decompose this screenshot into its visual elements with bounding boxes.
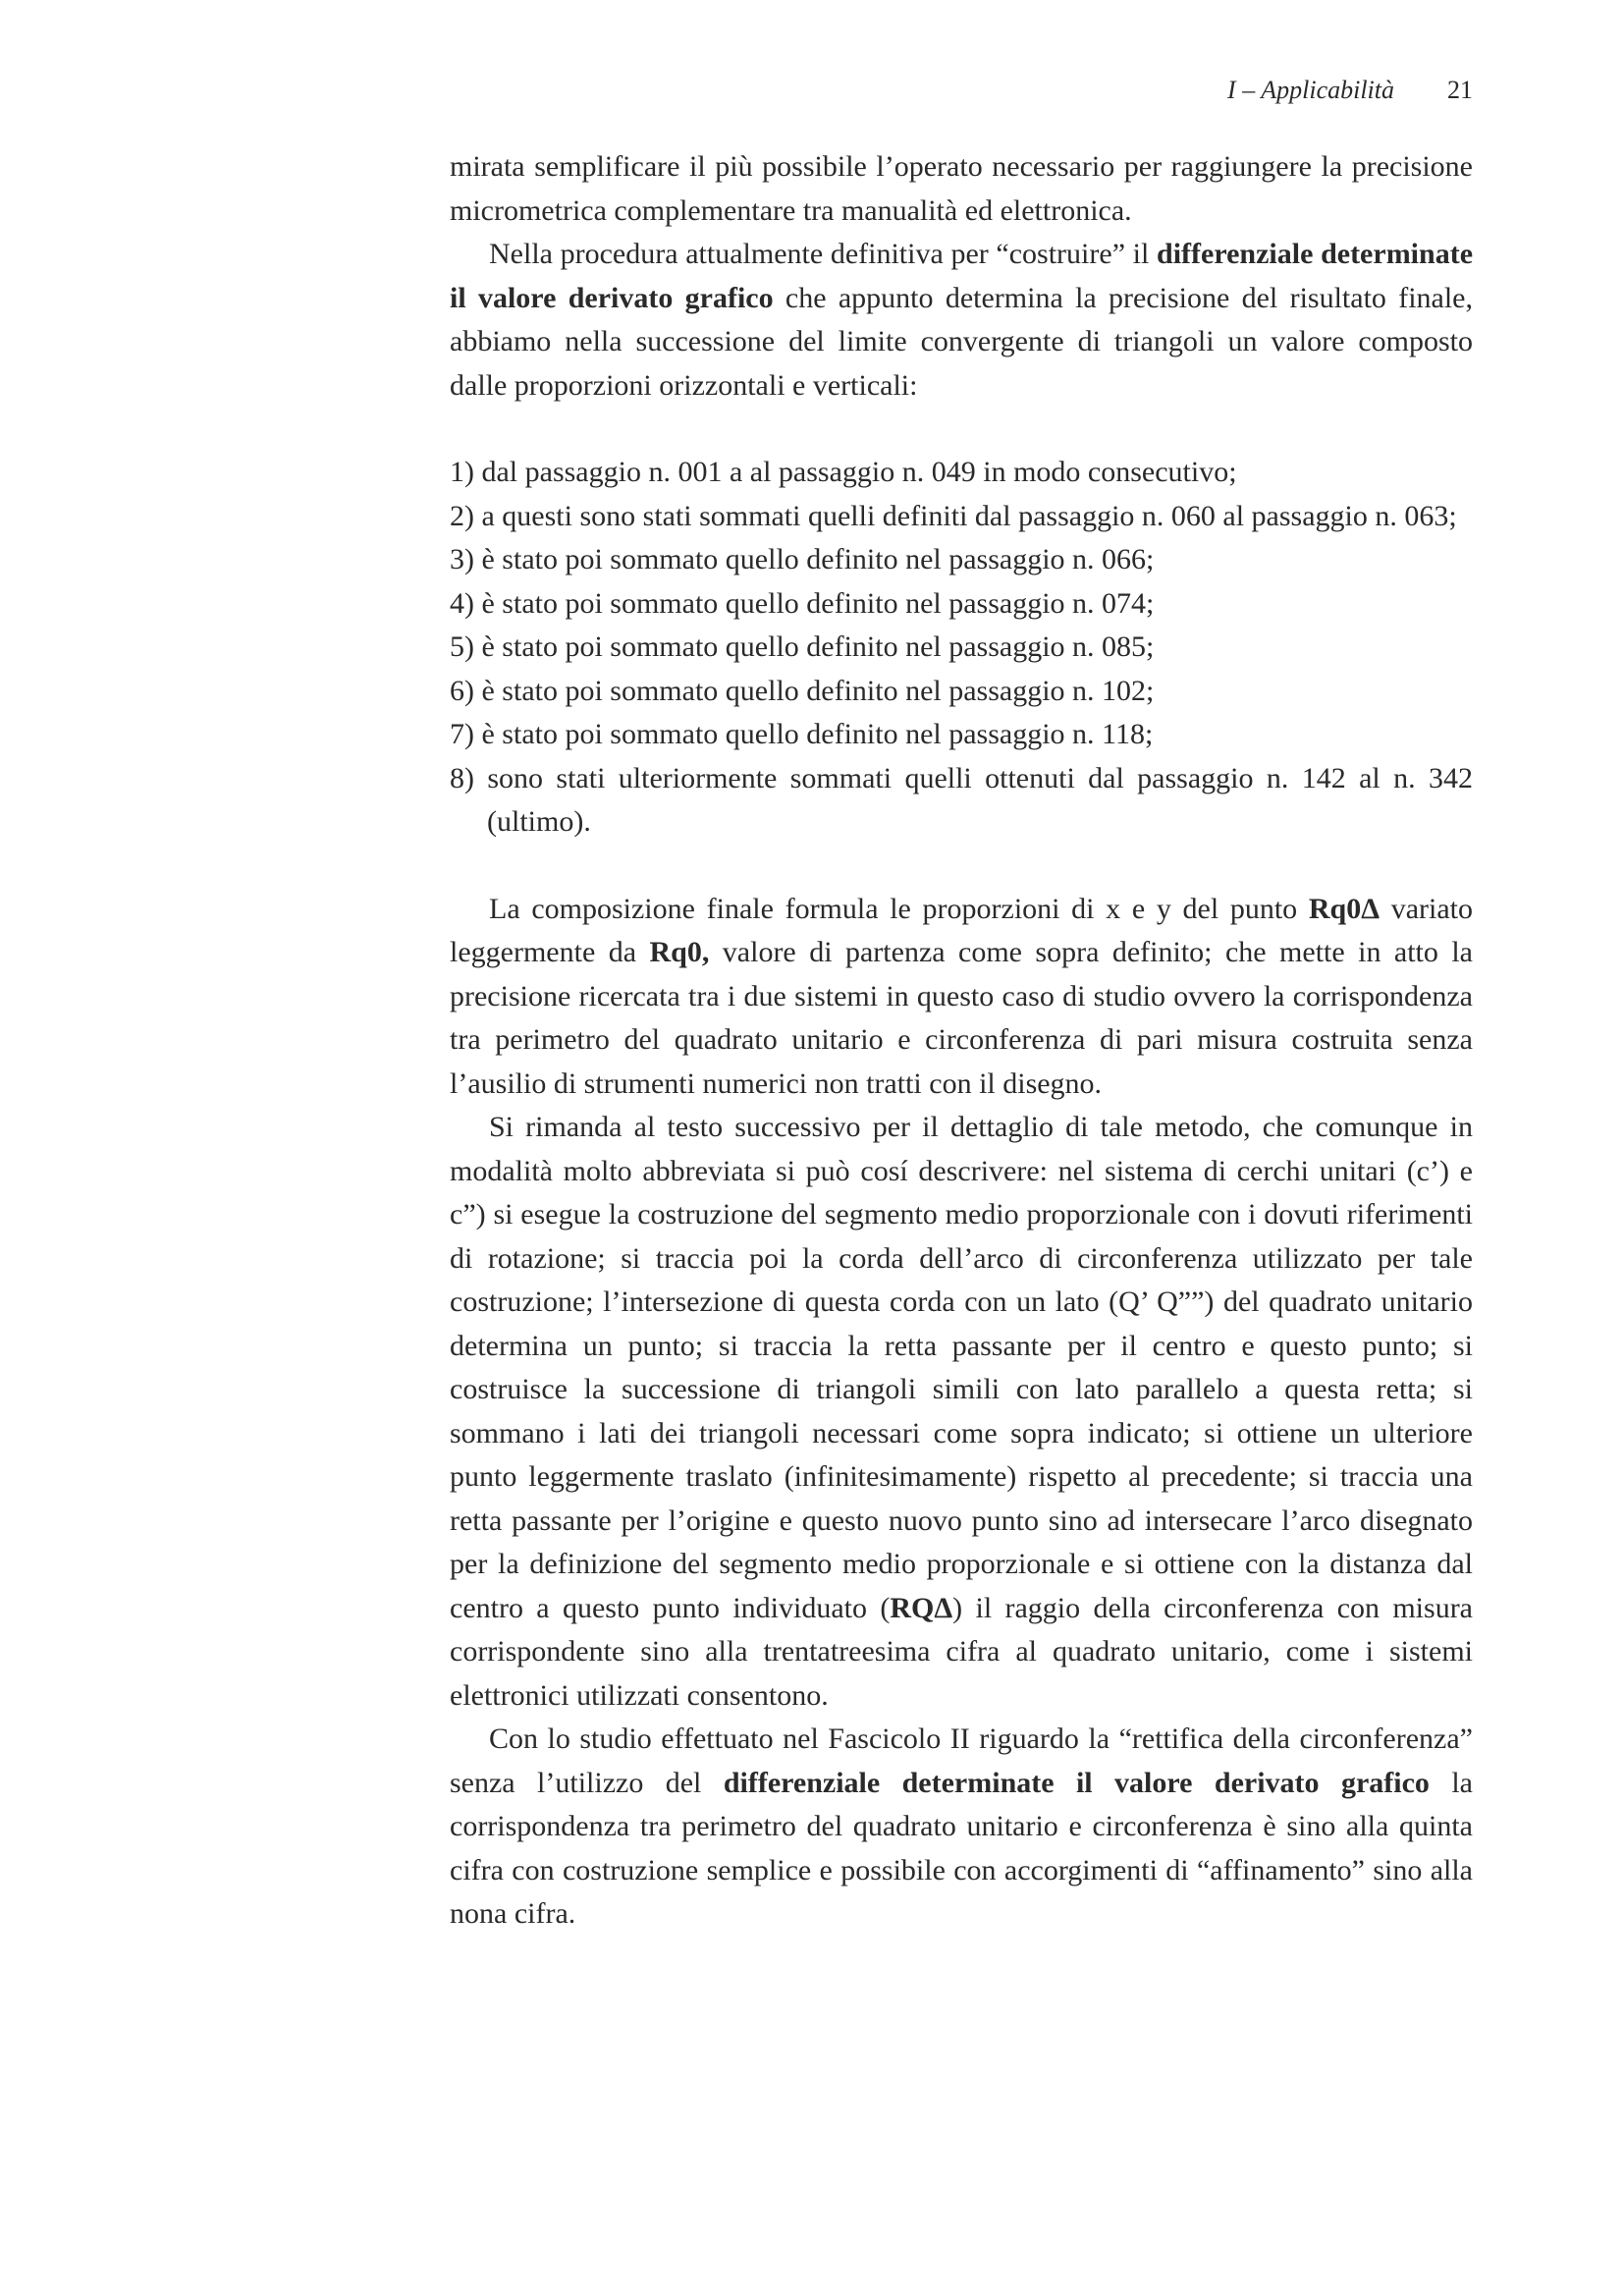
- paragraph-4: [450, 1106, 1473, 1718]
- paragraph-5-text-c: la corrispondenza tra perimetro del quadrato unitario e circonferenza è sino alla quinta cifra con costruzione semplice e possibile con accorgimenti di “affinamento” sino alla nona cifra.: [450, 1766, 1473, 1930]
- paragraph-3: [450, 888, 1473, 1107]
- page-number: 21: [1447, 76, 1473, 104]
- paragraph-3-text-a: La composizione finale formula le proporzioni di x e y del punto: [489, 892, 1309, 925]
- paragraph-4-bold-rqdelta: RQΔ: [890, 1591, 953, 1624]
- paragraph-3-bold-rq0: Rq0,: [649, 936, 710, 968]
- running-header: [450, 71, 1473, 110]
- list-item: 5) è stato poi sommato quello definito nel passaggio n. 085;: [450, 630, 1155, 663]
- list-item: 2) a questi sono stati sommati quelli definiti dal passaggio n. 060 al passaggio n. 063;: [450, 499, 1457, 532]
- paragraph-5-bold-term: differenziale determinate il valore derivato grafico: [723, 1766, 1430, 1799]
- paragraph-2-text-c: che appunto determina la precisione del risultato finale, abbiamo nella successione del limite convergente di triangoli un valore composto dalle proporzioni orizzontali e verticali:: [450, 281, 1473, 402]
- list-item: 7) è stato poi sommato quello definito nel passaggio n. 118;: [450, 718, 1154, 750]
- section-title: I – Applicabilità: [1227, 76, 1394, 104]
- paragraph-1: mirata semplificare il più possibile l’operato necessario per raggiungere la precisione micrometrica complementare tra manualità ed elettronica.: [450, 150, 1473, 227]
- steps-list: [450, 451, 1473, 845]
- paragraph-3-text-c: variato leggermente da: [450, 892, 1473, 968]
- paragraph-4-text-c: ) il raggio della circonferenza con misura corrispondente sino alla trentatreesima cifra al quadrato unitario, come i sistemi elettronici utilizzati consentono.: [450, 1591, 1474, 1712]
- paragraph-2-text-a: Nella procedura attualmente definitiva per “costruire” il: [489, 238, 1158, 270]
- list-item: 4) è stato poi sommato quello definito nel passaggio n. 074;: [450, 586, 1155, 620]
- list-item: 8) sono stati ulteriormente sommati quelli ottenuti dal passaggio n. 142 al n. 342 (ultimo).: [450, 761, 1473, 838]
- paragraph-5-text-a: Con lo studio effettuato nel Fascicolo II riguardo la “rettifica della circonferenza” senza l’utilizzo del: [450, 1722, 1473, 1799]
- list-item: 6) è stato poi sommato quello definito nel passaggio n. 102;: [450, 674, 1155, 707]
- page-body: [450, 145, 1473, 1937]
- paragraph-3-text-e: valore di partenza come sopra definito; che mette in atto la precisione ricercata tra i due sistemi in questo caso di studio ovvero la corrispondenza tra perimetro del quadrato unitario e circonferenza di pari misura costruita senza l’ausilio di strumenti numerici non tratti con il disegno.: [450, 936, 1473, 1100]
- list-item: 3) è stato poi sommato quello definito nel passaggio n. 066;: [450, 543, 1155, 575]
- paragraph-2: [450, 233, 1473, 408]
- paragraph-2-bold-term: differenziale determinate il valore derivato grafico: [450, 238, 1474, 314]
- paragraph-3-bold-rq0delta: Rq0Δ: [1308, 892, 1380, 925]
- paragraph-5: [450, 1718, 1473, 1937]
- paragraph-4-text-a: Si rimanda al testo successivo per il dettaglio di tale metodo, che comunque in modalità molto abbreviata si può cosí descrivere: nel sistema di cerchi unitari (c’) e c”) si esegue la costruzione del segmento medio proporzionale con i dovuti riferimenti di rotazione; si traccia poi la corda dell’arco di circonferenza utilizzato per tale costruzione; l’intersezione di questa corda con un lato (Q’ Q””) del quadrato unitario determina un punto; si traccia la retta passante per il centro e questo punto; si costruisce la successione di triangoli simili con lato parallelo a questa retta; si sommano i lati dei triangoli necessari come sopra indicato; si ottiene un ulteriore punto leggermente traslato (infinitesimamente) rispetto al precedente; si traccia una retta passante per l’origine e questo nuovo punto sino ad intersecare l’arco disegnato per la definizione del segmento medio proporzionale e si ottiene con la distanza dal centro a questo punto individuato (: [450, 1111, 1473, 1624]
- list-item: 1) dal passaggio n. 001 a al passaggio n. 049 in modo consecutivo;: [450, 456, 1237, 488]
